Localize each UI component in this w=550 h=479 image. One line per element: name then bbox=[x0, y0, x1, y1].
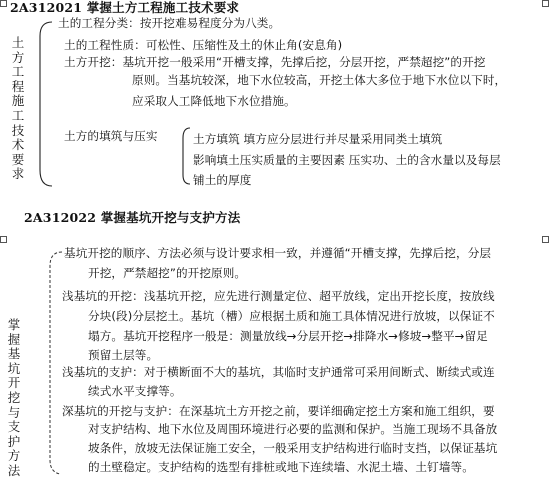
section2-line-8: 续式水平支撑等。 bbox=[88, 384, 182, 398]
section2-line-12: 的土壁稳定。支护结构的选型有排桩或地下连续墙、水泥土墙、土钉墙等。 bbox=[88, 460, 474, 474]
soil-classification-line: 土的工程分类：按开挖难易程度分为八类。 bbox=[58, 16, 281, 30]
section2-line-1: 基坑开挖的顺序、方法必须与设计要求相一致，并遵循“开槽支撑，先撑后挖，分层 bbox=[64, 246, 492, 260]
backfill-label: 土方的填筑与压实 bbox=[64, 129, 158, 143]
section2-heading: 2A312022 掌握基坑开挖与支护方法 bbox=[24, 210, 241, 225]
section2-line-2: 开挖，严禁超挖”的开挖原则。 bbox=[88, 266, 247, 280]
section1-brace bbox=[40, 22, 52, 186]
section2-line-6: 预留土层等。 bbox=[88, 348, 159, 362]
section2-side-label: 掌握基坑开挖与支护方法 bbox=[7, 317, 21, 478]
section2-line-11: 坡条件，放坡无法保证施工安全，一般采用支护结构进行临时支挡，以保证基坑 bbox=[88, 441, 498, 455]
section2-brace bbox=[50, 252, 62, 474]
excavation-line-2: 原则。当基坑较深，地下水位较高，开挖土体大多位于地下水位以下时， bbox=[132, 73, 507, 87]
excavation-line-3: 应采取人工降低地下水位措施。 bbox=[132, 94, 296, 108]
soil-properties-line: 土的工程性质：可松性、压缩性及土的休止角(安息角) bbox=[64, 38, 343, 52]
backfill-line-3: 铺土的厚度 bbox=[193, 173, 252, 187]
excavation-line-1: 土方开挖：基坑开挖一般采用“开槽支撑，先撑后挖，分层开挖，严禁超挖”的开挖 bbox=[64, 55, 486, 69]
section2-line-9: 深基坑的开挖与支护：在深基坑土方开挖之前，要详细确定挖土方案和施工组织，要 bbox=[62, 404, 495, 418]
section1-side-label: 土方工程施工技术要求 bbox=[11, 35, 25, 182]
section2-line-4: 分块(段)分层挖土。基坑（槽）应根据土质和施工具体情况进行放坡，以保证不 bbox=[88, 309, 495, 323]
section2-line-3: 浅基坑的开挖：浅基坑开挖，应先进行测量定位、超平放线，定出开挖长度，按放线 bbox=[62, 289, 495, 303]
backfill-line-2: 影响填土压实质量的主要因素 压实功、土的含水量以及每层 bbox=[193, 153, 501, 167]
section2-line-7: 浅基坑的支护：对于横断面不大的基坑，其临时支护通常可采用间断式、断续式或连 bbox=[62, 365, 495, 379]
backfill-line-1: 土方填筑 填方应分层进行并尽量采用同类土填筑 bbox=[193, 132, 443, 146]
section2-line-10: 对支护结构、地下水位及周围环境进行必要的监测和保护。当施工现场不具备放 bbox=[88, 422, 498, 436]
section1-heading: 2A312021 掌握土方工程施工技术要求 bbox=[10, 0, 240, 15]
section2-line-5: 塌方。基坑开挖程序一般是：测量放线→分层开挖→排降水→修坡→整平→留足 bbox=[88, 329, 488, 343]
backfill-brace bbox=[183, 128, 190, 184]
